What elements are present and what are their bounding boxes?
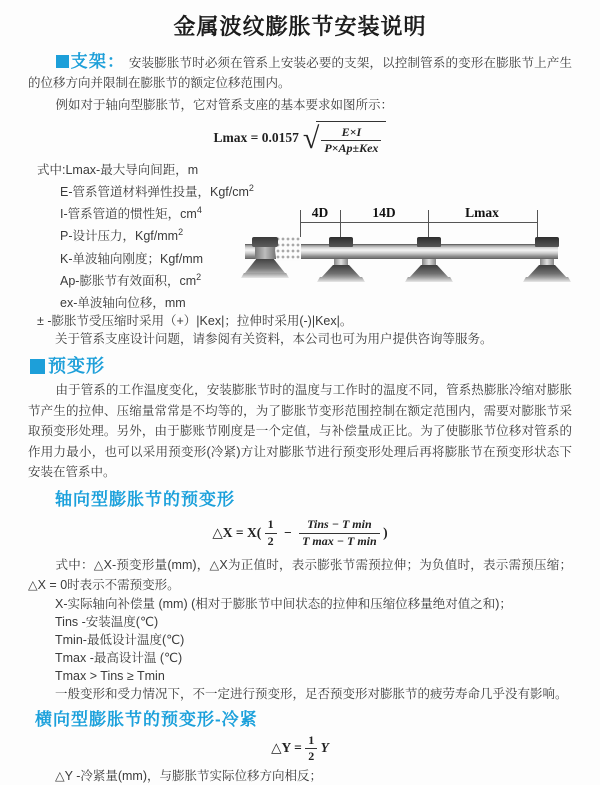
formula-lhs: Lmax = 0.0157 [213,130,299,146]
guide-pedestal [409,265,449,278]
definition-line: E-管系管道材料弹性投量，Kgf/$cm^2$ [60,183,254,200]
guide-support [523,204,571,299]
predeform-section-heading [30,354,572,378]
support-heading-label: 支架： [70,52,126,71]
guide-neck [540,259,554,265]
half-fraction: $\frac{1}{2}$ [265,517,277,549]
support-example-line: 例如对于轴向型膨胀节，它对管系支座的基本要求如图所示： [55,98,394,112]
predeform-paragraph: 由于管系的工作温度变化，安装膨胀节时的温度与工作时的温度不同，管系热膨胀冷缩对膨胀节产生的拉伸、压缩量常常是不均等的，为了膨胀节变形范围控制在额定范围内，需要对膨胀节采取预变形处理。另外，由于膨账节刚度是一个定值，与补偿量成正比。为了使膨胀节位移对管系的作用力最小，也可以采用预变形(冷紧)方让对膨胀节进行预变形处理后再将膨胀节在预变形状态下安装在管系中。 [28,383,572,480]
guide-pedestal [527,265,567,278]
formula-fraction [321,125,381,157]
plus-minus-note: ± -膨胀节受压缩时采用（+）|Kex|；拉伸时采用(-)|Kex|。 [37,314,353,329]
support-section-heading [56,52,126,71]
cold-tighten-note: △Y -冷紧量(mm)，与膨胀节实际位移方向相反； [55,768,323,783]
anchor-block [255,247,275,259]
support-intro-text: 安装膨胀节时必须在管系上安装必要的支架，以控制管系的变形在膨胀节上产生的位移方向并限制在膨胀节的额定位移范围内。 [28,56,572,90]
definition-line: 式中:Lmax-最大导向间距，m [37,163,199,178]
page-title: 金属波纹膨胀节安装说明 [173,14,427,39]
blue-square-icon [30,359,45,374]
axial-explain-paragraph: 式中：△X-预变形量(mm)，△X为正值时，表示膨张节需预拉伸；为负值时，表示需预压缩；△X = 0时表示不需预变形。 [28,557,572,592]
guide-neck [334,259,348,265]
definition-line: Ap-膨胀节有效面积，$cm^2$ [60,271,202,288]
dimension-label-lmax: Lmax [462,205,502,220]
axial-definition-line: X-实际轴向补偿量 (mm) (相对于膨胀节中间状态的拉伸和压缩位移量绝对值之和)； [55,596,512,611]
definition-line: ex-单波轴向位移，mm [60,296,186,311]
definition-line: P-设计压力，Kgf/$mm^2$ [60,227,184,244]
axial-definition-line: Tins -安装温度(℃) [55,614,159,629]
axial-formula-lhs: △X = X( [212,524,262,540]
guide-clamp [535,237,559,247]
axial-formula-rhs: ) [383,524,388,540]
document-page [0,12,600,783]
axial-formula [0,515,600,551]
anchor-pedestal [245,259,285,273]
sqrt-body [316,121,386,157]
axial-definition-line: Tmin-最低设计温度(℃) [55,632,185,647]
anchor-clamp [252,237,278,247]
consult-note: 关于管系支座设计问题，请参阅有关资料，本公司也可为用户提供咨询等服务。 [55,332,493,347]
guide-neck [422,259,436,265]
guide-base [523,277,571,282]
axial-definition-line: 一般变形和受力情况下，不一定进行预变形，足否预变形对膨胀节的疲劳寿命几乎没有影响。 [55,686,568,701]
sqrt-sign: √ [302,122,320,155]
anchor-base [241,273,289,278]
fraction-denominator: P×Ap±Kex [324,141,379,156]
lmax-formula [0,121,600,155]
lateral-formula-lhs: △Y = [271,739,302,755]
guide-clamp [329,237,353,247]
axial-subheading: 轴向型膨胀节的预变形 [55,489,235,509]
temperature-fraction: $\frac{\text{Tins − T min}}{\text{T max − T min}}$ [299,517,380,549]
fraction-numerator: E×I [321,125,381,142]
anchor-support [245,204,293,299]
definition-line: I-管系管道的惯性矩，$cm^4$ [60,205,202,222]
blue-square-icon [56,55,69,68]
dimension-tick [300,210,301,239]
lateral-formula [0,733,600,763]
half-fraction: $\frac{1}{2}$ [305,733,317,765]
predeform-heading-label: 预变形 [48,356,105,377]
guide-pedestal [321,265,361,278]
guide-support [317,204,365,299]
pipe-support-diagram [245,204,560,299]
guide-support [405,204,453,299]
support-intro-paragraph [28,52,572,93]
axial-definition-line: Tmax > Tins ≥ Tmin [55,668,165,683]
guide-clamp [417,237,441,247]
dimension-label-14d: 14D [369,205,398,220]
lateral-subheading: 横向型膨胀节的预变形-冷紧 [35,709,258,729]
axial-definition-line: Tmax -最高设计温 (℃) [55,650,183,665]
minus-operator: − [284,524,292,540]
definition-line: K-单波轴向刚度；Kgf/mm [60,251,204,266]
guide-base [405,277,453,282]
guide-base [317,277,365,282]
lateral-formula-rhs: Y [320,739,329,755]
dimension-label-4d: 4D [309,205,332,220]
